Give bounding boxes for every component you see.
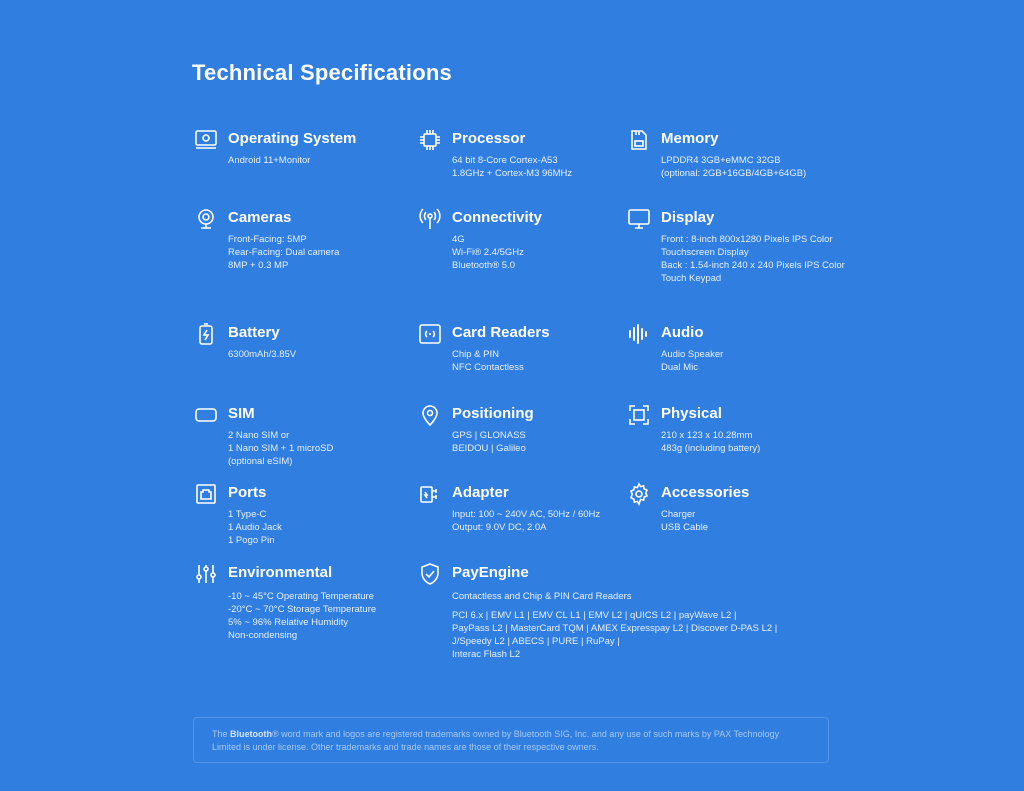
spec-line: BEIDOU | Galileo	[452, 443, 526, 454]
spec-title: Operating System	[228, 130, 357, 147]
memory-card-icon	[627, 128, 651, 152]
monitor-icon	[194, 128, 218, 152]
spec-line: J/Speedy L2 | ABECS | PURE | RuPay |	[452, 636, 620, 647]
location-pin-icon	[418, 403, 442, 427]
spec-line: Front-Facing: 5MP	[228, 234, 307, 245]
spec-line: 4G	[452, 234, 465, 245]
spec-line: PayPass L2 | MasterCard TQM | AMEX Expresspay L2 | Discover D-PAS L2 |	[452, 623, 778, 634]
spec-title: Physical	[661, 405, 722, 422]
spec-line: Bluetooth® 5.0	[452, 260, 515, 271]
gear-icon	[627, 482, 651, 506]
spec-line: 483g (including battery)	[661, 443, 761, 454]
spec-title: Memory	[661, 130, 719, 147]
spec-line: GPS | GLONASS	[452, 430, 526, 441]
spec-line: 1 Audio Jack	[228, 522, 282, 533]
spec-title: PayEngine	[452, 564, 529, 581]
sliders-icon	[194, 562, 218, 586]
spec-line: Front : 8-inch 800x1280 Pixels IPS Color	[661, 234, 833, 245]
antenna-icon	[418, 207, 442, 231]
spec-title: Battery	[228, 324, 280, 341]
spec-line: USB Cable	[661, 522, 708, 533]
chip-icon	[418, 128, 442, 152]
spec-line: 1 Nano SIM + 1 microSD	[228, 443, 334, 454]
spec-line: 1 Type-C	[228, 509, 267, 520]
sound-wave-icon	[627, 322, 651, 346]
trademark-footer	[193, 717, 829, 763]
spec-line: Audio Speaker	[661, 349, 724, 360]
spec-title: Cameras	[228, 209, 292, 226]
spec-line: 6300mAh/3.85V	[228, 349, 297, 360]
spec-line: Rear-Facing: Dual camera	[228, 247, 340, 258]
page-title: Technical Specifications	[192, 60, 452, 85]
webcam-icon	[194, 207, 218, 231]
spec-title: Display	[661, 209, 715, 226]
spec-title: Processor	[452, 130, 526, 147]
spec-line: 2 Nano SIM or	[228, 430, 290, 441]
spec-line: Dual Mic	[661, 362, 698, 373]
spec-title: Connectivity	[452, 209, 543, 226]
spec-title: Card Readers	[452, 324, 550, 341]
spec-line: Non-condensing	[228, 630, 298, 641]
footer-brand: Bluetooth	[230, 729, 273, 739]
footer-prefix: The	[212, 729, 231, 739]
spec-line: NFC Contactless	[452, 362, 524, 373]
spec-line: 1.8GHz + Cortex-M3 96MHz	[452, 168, 573, 179]
spec-line: Touch Keypad	[661, 273, 722, 284]
spec-line: Back : 1.54-inch 240 x 240 Pixels IPS Color	[661, 260, 845, 271]
spec-line: LPDDR4 3GB+eMMC 32GB	[661, 155, 781, 166]
port-icon	[194, 482, 218, 506]
spec-title: Adapter	[452, 484, 509, 501]
spec-line: -10 ~ 45°C Operating Temperature	[228, 591, 374, 602]
spec-line: Android 11+Monitor	[228, 155, 311, 166]
spec-title: SIM	[228, 405, 255, 422]
spec-line: 64 bit 8-Core Cortex-A53	[452, 155, 558, 166]
sim-icon	[194, 403, 218, 427]
power-adapter-icon	[418, 482, 442, 506]
footer-text: word mark and logos are registered trademarks owned by Bluetooth SIG, Inc. and any use of such marks by PAX Technology Limited is under license. Other trademarks and trade names are those of their respective owners.	[212, 729, 780, 752]
spec-title: Accessories	[661, 484, 750, 501]
spec-title: Ports	[228, 484, 267, 501]
spec-line: 210 x 123 x 10.28mm	[661, 430, 753, 441]
spec-line: Output: 9.0V DC, 2.0A	[452, 522, 547, 533]
spec-line: Wi-Fi® 2.4/5GHz	[452, 247, 524, 258]
footer-mark: ®	[272, 729, 279, 739]
spec-line: Interac Flash L2	[452, 649, 521, 660]
spec-line: Input: 100 ~ 240V AC, 50Hz / 60Hz	[452, 509, 601, 520]
spec-line: Touchscreen Display	[661, 247, 749, 258]
display-icon	[627, 207, 651, 231]
spec-line: (optional: 2GB+16GB/4GB+64GB)	[661, 168, 807, 179]
shield-check-icon	[418, 562, 442, 586]
spec-line: (optional eSIM)	[228, 456, 293, 467]
nfc-card-icon	[418, 322, 442, 346]
spec-line: 5% ~ 96% Relative Humidity	[228, 617, 349, 628]
spec-title: Positioning	[452, 405, 534, 422]
spec-line: 8MP + 0.3 MP	[228, 260, 289, 271]
dimensions-icon	[627, 403, 651, 427]
spec-line: -20°C ~ 70°C Storage Temperature	[228, 604, 377, 615]
spec-title: Audio	[661, 324, 704, 341]
battery-icon	[194, 322, 218, 346]
spec-line: Chip & PIN	[452, 349, 499, 360]
spec-line: 1 Pogo Pin	[228, 535, 275, 546]
spec-line: PCI 6.x | EMV L1 | EMV CL L1 | EMV L2 | qUICS L2 | payWave L2 |	[452, 610, 737, 621]
spec-line: Charger	[661, 509, 696, 520]
spec-title: Environmental	[228, 564, 333, 581]
spec-line: Contactless and Chip & PIN Card Readers	[452, 591, 632, 602]
